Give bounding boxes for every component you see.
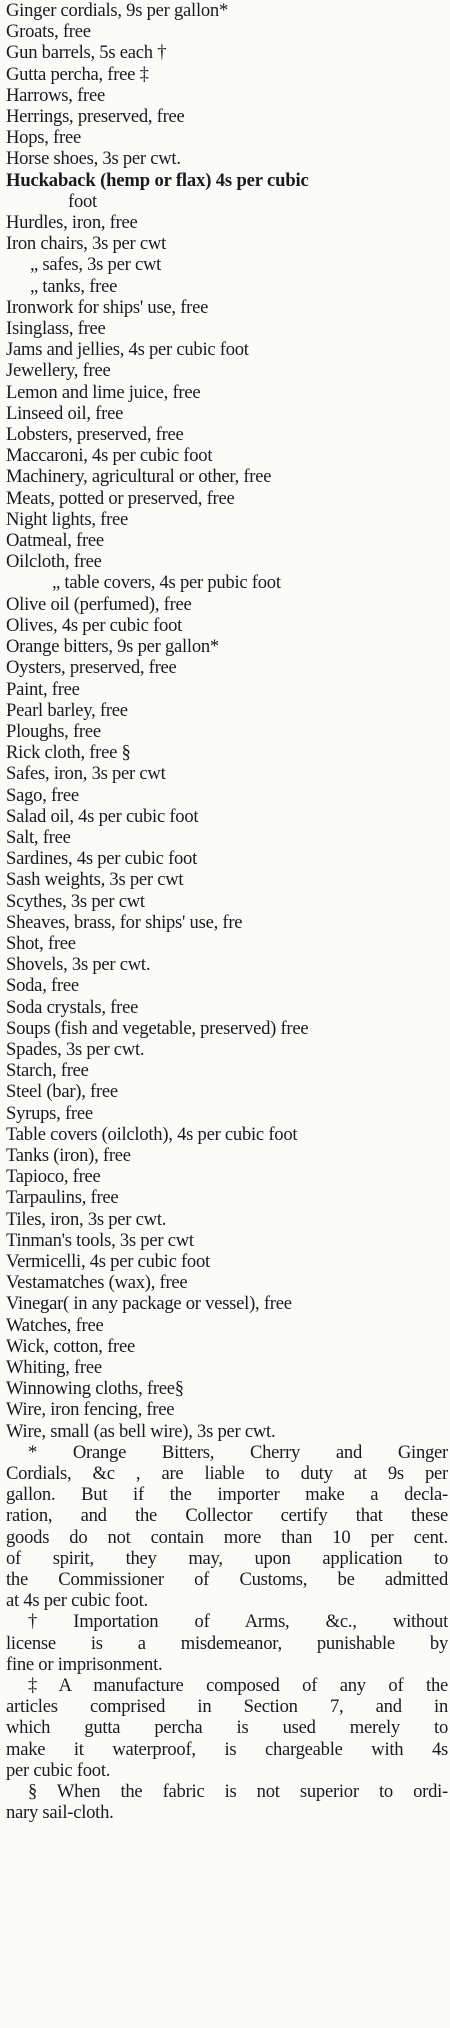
tariff-entry: Syrups, free	[6, 1102, 93, 1124]
footnote-first-line: § When the fabric is not superior to ordi-	[28, 1781, 448, 1803]
tariff-entry: Shovels, 3s per cwt.	[6, 954, 151, 976]
footnote-line: of spirit, they may, upon application to	[6, 1547, 448, 1569]
tariff-entry: Oatmeal, free	[6, 530, 104, 552]
tariff-entry: Groats, free	[6, 21, 91, 43]
tariff-entry: Whiting, free	[6, 1357, 102, 1378]
tariff-entry: Huckaback (hemp or flax) 4s per cubic	[6, 169, 309, 191]
tariff-entry: Steel (bar), free	[6, 1081, 118, 1103]
tariff-entry: Table covers (oilcloth), 4s per cubic foot	[6, 1123, 298, 1145]
footnote-line: license is a misdemeanor, punishable by	[6, 1632, 448, 1654]
footnote-line: the Commissioner of Customs, be admitted	[6, 1569, 448, 1591]
tariff-entry: Sheaves, brass, for ships' use, fre	[6, 911, 243, 933]
footnote-line	[6, 1442, 448, 1463]
tariff-entry: Machinery, agricultural or other, free	[6, 466, 272, 488]
tariff-entry: Meats, potted or preserved, free	[6, 487, 235, 509]
tariff-entry: Vinegar( in any package or vessel), free	[6, 1293, 292, 1315]
tariff-entry: Safes, iron, 3s per cwt	[6, 763, 166, 785]
tariff-entry: Sago, free	[6, 784, 79, 806]
footnote-line: fine or imprisonment.	[6, 1653, 163, 1675]
footnote-line: at 4s per cubic foot.	[6, 1590, 148, 1612]
tariff-entry: Horse shoes, 3s per cwt.	[6, 148, 181, 170]
tariff-entry: Lobsters, preserved, free	[6, 424, 184, 446]
tariff-entry: „ safes, 3s per cwt	[30, 254, 162, 276]
tariff-entry: Sash weights, 3s per cwt	[6, 869, 184, 891]
tariff-entry: Jewellery, free	[6, 360, 111, 382]
footnotes	[6, 1442, 448, 1824]
tariff-entry: „ table covers, 4s per pubic foot	[52, 572, 281, 594]
tariff-entry: Wire, iron fencing, free	[6, 1399, 175, 1421]
tariff-entry: Shot, free	[6, 932, 76, 954]
tariff-entry: Maccaroni, 4s per cubic foot	[6, 445, 213, 467]
tariff-entry: Vermicelli, 4s per cubic foot	[6, 1250, 210, 1272]
tariff-entry: Soups (fish and vegetable, preserved) free	[6, 1017, 309, 1039]
tariff-entry: Vestamatches (wax), free	[6, 1272, 188, 1294]
tariff-entries-list	[6, 0, 448, 1442]
footnote-line: gallon. But if the importer make a decla-	[6, 1484, 448, 1506]
tariff-entry: Tapioco, free	[6, 1166, 101, 1188]
footnote-line: goods do not contain more than 10 per cent.	[6, 1526, 448, 1548]
footnote-line: make it waterproof, is chargeable with 4s	[6, 1738, 448, 1760]
tariff-entry: Iron chairs, 3s per cwt	[6, 233, 166, 255]
tariff-entry-continuation: foot	[68, 190, 97, 212]
footnote-line	[6, 1781, 448, 1802]
tariff-entry: Olives, 4s per cubic foot	[6, 614, 183, 636]
tariff-entry: Hurdles, iron, free	[6, 212, 138, 234]
footnote-line: ration, and the Collector certify that these	[6, 1505, 448, 1527]
footnote-line	[6, 1611, 448, 1632]
footnote-line: which gutta percha is used merely to	[6, 1717, 448, 1739]
tariff-entry: Soda, free	[6, 975, 79, 997]
tariff-entry: Orange bitters, 9s per gallon*	[6, 636, 219, 658]
footnote-first-line: ‡ A manufacture composed of any of the	[28, 1675, 448, 1697]
tariff-entry: Tarpaulins, free	[6, 1187, 119, 1209]
footnote-line	[6, 1675, 448, 1696]
footnote-line: articles comprised in Section 7, and in	[6, 1696, 448, 1718]
tariff-entry: Harrows, free	[6, 84, 105, 106]
tariff-entry: „ tanks, free	[30, 275, 118, 297]
tariff-entry: Paint, free	[6, 678, 80, 700]
tariff-entry: Ploughs, free	[6, 720, 101, 742]
tariff-entry: Jams and jellies, 4s per cubic foot	[6, 339, 249, 361]
tariff-entry: Salt, free	[6, 826, 71, 848]
tariff-entry: Soda crystals, free	[6, 996, 139, 1018]
tariff-entry: Winnowing cloths, free§	[6, 1378, 184, 1400]
tariff-entry: Watches, free	[6, 1314, 104, 1336]
tariff-entry: Oilcloth, free	[6, 551, 102, 573]
tariff-entry: Spades, 3s per cwt.	[6, 1038, 145, 1060]
footnote-first-line: * Orange Bitters, Cherry and Ginger	[28, 1441, 448, 1463]
tariff-entry: Linseed oil, free	[6, 402, 124, 424]
tariff-entry: Wick, cotton, free	[6, 1335, 135, 1357]
tariff-entry: Hops, free	[6, 127, 81, 149]
tariff-entry: Salad oil, 4s per cubic foot	[6, 805, 199, 827]
tariff-entry: Ginger cordials, 9s per gallon*	[6, 0, 229, 21]
tariff-entry: Herrings, preserved, free	[6, 106, 185, 128]
tariff-entry: Isinglass, free	[6, 318, 106, 340]
tariff-entry: Tinman's tools, 3s per cwt	[6, 1229, 194, 1251]
footnote-line: nary sail-cloth.	[6, 1802, 114, 1824]
tariff-entry: Oysters, preserved, free	[6, 657, 177, 679]
tariff-entry: Gutta percha, free ‡	[6, 63, 149, 85]
tariff-entry: Starch, free	[6, 1060, 89, 1082]
tariff-entry: Sardines, 4s per cubic foot	[6, 848, 198, 870]
tariff-entry: Ironwork for ships' use, free	[6, 296, 209, 318]
tariff-entry: Scythes, 3s per cwt	[6, 890, 145, 912]
tariff-entry: Night lights, free	[6, 508, 129, 530]
tariff-entry: Tanks (iron), free	[6, 1144, 131, 1166]
tariff-entry: Gun barrels, 5s each †	[6, 42, 167, 64]
tariff-entry: Olive oil (perfumed), free	[6, 593, 192, 615]
tariff-entry: Wire, small (as bell wire), 3s per cwt.	[6, 1420, 276, 1442]
tariff-entry: Lemon and lime juice, free	[6, 381, 201, 403]
footnote-first-line: † Importation of Arms, &c., without	[28, 1611, 448, 1633]
footnote-line: per cubic foot.	[6, 1759, 111, 1781]
footnote-line: Cordials, &c , are liable to duty at 9s per	[6, 1463, 448, 1485]
tariff-entry: Tiles, iron, 3s per cwt.	[6, 1208, 167, 1230]
tariff-entry: Rick cloth, free §	[6, 742, 131, 764]
tariff-entry: Pearl barley, free	[6, 699, 128, 721]
